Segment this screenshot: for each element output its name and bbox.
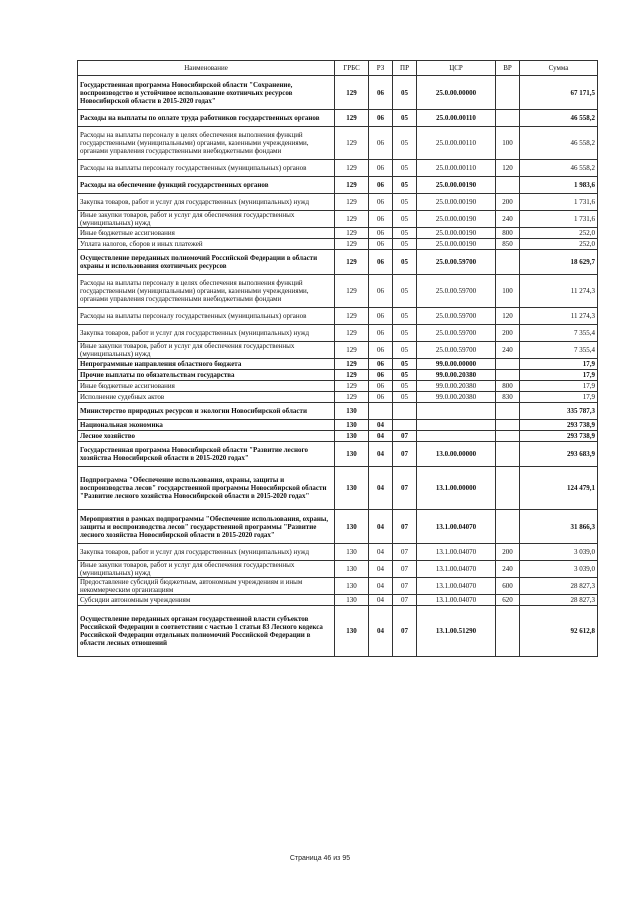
table-cell-pr: 05 — [393, 211, 417, 228]
table-cell-pr: 05 — [393, 359, 417, 370]
table-row — [78, 127, 598, 160]
table-cell-vr: 800 — [496, 381, 520, 392]
table-cell-pr: 07 — [393, 442, 417, 467]
table-cell-grbs: 130 — [335, 595, 369, 606]
table-cell-grbs: 130 — [335, 561, 369, 578]
header-csr: ЦСР — [417, 61, 496, 76]
table-cell-rz: 06 — [369, 275, 393, 308]
table-cell-sum: 7 355,4 — [520, 325, 598, 342]
table-cell-name: Закупка товаров, работ и услуг для государственных (муниципальных) нужд — [78, 544, 335, 561]
table-cell-name: Расходы на выплаты персоналу государственных (муниципальных) органов — [78, 308, 335, 325]
table-cell-pr: 07 — [393, 467, 417, 510]
table-cell-name: Прочие выплаты по обязательствам государства — [78, 370, 335, 381]
table-cell-name: Расходы на выплаты по оплате труда работников государственных органов — [78, 110, 335, 127]
table-header-row — [78, 61, 598, 76]
table-row — [78, 308, 598, 325]
table-cell-pr: 05 — [393, 177, 417, 194]
table-cell-csr: 25.0.00.00190 — [417, 228, 496, 239]
table-cell-grbs: 129 — [335, 342, 369, 359]
table-cell-grbs: 129 — [335, 308, 369, 325]
table-cell-pr — [393, 403, 417, 420]
table-cell-rz: 06 — [369, 370, 393, 381]
table-cell-name: Подпрограмма "Обеспечение использования, охраны, защиты и воспроизводства лесов" государственной программы Новосибирской области "Развитие лесного хозяйства Новосибирской области в 2015-2020 годах" — [78, 467, 335, 510]
table-cell-rz: 06 — [369, 239, 393, 250]
table-row — [78, 239, 598, 250]
table-cell-vr — [496, 420, 520, 431]
table-cell-pr: 05 — [393, 76, 417, 110]
header-pr: ПР — [393, 61, 417, 76]
header-grbs: ГРБС — [335, 61, 369, 76]
table-cell-csr: 13.0.00.00000 — [417, 442, 496, 467]
table-cell-rz: 04 — [369, 510, 393, 544]
table-cell-csr: 13.1.00.04070 — [417, 561, 496, 578]
table-cell-rz: 06 — [369, 110, 393, 127]
table-cell-rz: 06 — [369, 211, 393, 228]
table-cell-csr: 25.0.00.59700 — [417, 275, 496, 308]
table-cell-grbs: 129 — [335, 392, 369, 403]
table-cell-rz: 06 — [369, 228, 393, 239]
table-cell-name: Иные закупки товаров, работ и услуг для обеспечения государственных (муниципальных) нужд — [78, 211, 335, 228]
table-cell-rz: 06 — [369, 127, 393, 160]
table-cell-rz: 06 — [369, 342, 393, 359]
table-cell-grbs: 129 — [335, 177, 369, 194]
table-row — [78, 578, 598, 595]
table-cell-rz: 04 — [369, 544, 393, 561]
table-cell-rz: 04 — [369, 467, 393, 510]
table-cell-grbs: 129 — [335, 211, 369, 228]
table-cell-pr: 05 — [393, 325, 417, 342]
table-row — [78, 381, 598, 392]
table-cell-pr: 05 — [393, 275, 417, 308]
table-cell-pr: 05 — [393, 342, 417, 359]
table-cell-sum: 1 983,6 — [520, 177, 598, 194]
table-cell-name: Иные бюджетные ассигнования — [78, 381, 335, 392]
table-cell-name: Национальная экономика — [78, 420, 335, 431]
table-cell-sum: 46 558,2 — [520, 110, 598, 127]
table-cell-rz: 06 — [369, 177, 393, 194]
table-row — [78, 177, 598, 194]
table-cell-vr: 830 — [496, 392, 520, 403]
table-cell-sum: 28 827,3 — [520, 595, 598, 606]
table-cell-name: Исполнение судебных актов — [78, 392, 335, 403]
header-vr: ВР — [496, 61, 520, 76]
table-cell-name: Расходы на выплаты персоналу в целях обеспечения выполнения функций государственными (муниципальными) органами, казенными учреждениями, органами управления государственными внебюджетными фондами — [78, 275, 335, 308]
table-cell-pr: 07 — [393, 578, 417, 595]
table-row — [78, 359, 598, 370]
table-cell-pr — [393, 420, 417, 431]
table-cell-pr: 07 — [393, 510, 417, 544]
table-cell-sum: 7 355,4 — [520, 342, 598, 359]
table-cell-sum: 46 558,2 — [520, 160, 598, 177]
table-cell-pr: 07 — [393, 544, 417, 561]
table-cell-name: Закупка товаров, работ и услуг для государственных (муниципальных) нужд — [78, 194, 335, 211]
table-cell-csr: 13.1.00.00000 — [417, 467, 496, 510]
table-cell-vr: 240 — [496, 211, 520, 228]
table-row — [78, 76, 598, 110]
table-cell-csr — [417, 431, 496, 442]
table-row — [78, 325, 598, 342]
table-row — [78, 544, 598, 561]
table-cell-name: Государственная программа Новосибирской области "Развитие лесного хозяйства Новосибирской области в 2015-2020 годах" — [78, 442, 335, 467]
table-row — [78, 211, 598, 228]
table-cell-grbs: 130 — [335, 578, 369, 595]
table-cell-grbs: 129 — [335, 370, 369, 381]
table-cell-csr: 25.0.00.00110 — [417, 160, 496, 177]
table-cell-grbs: 129 — [335, 76, 369, 110]
header-name: Наименование — [78, 61, 335, 76]
table-cell-csr: 99.0.00.00000 — [417, 359, 496, 370]
table-cell-rz: 06 — [369, 194, 393, 211]
page-number: Страница 46 из 95 — [289, 855, 351, 862]
table-cell-grbs: 130 — [335, 544, 369, 561]
table-row — [78, 561, 598, 578]
table-cell-vr: 240 — [496, 561, 520, 578]
table-cell-pr: 07 — [393, 606, 417, 657]
table-cell-rz: 04 — [369, 595, 393, 606]
table-cell-sum: 1 731,6 — [520, 194, 598, 211]
table-cell-name: Иные закупки товаров, работ и услуг для обеспечения государственных (муниципальных) нужд — [78, 561, 335, 578]
table-cell-vr — [496, 606, 520, 657]
table-cell-vr — [496, 431, 520, 442]
table-cell-grbs: 130 — [335, 467, 369, 510]
table-cell-sum: 17,9 — [520, 370, 598, 381]
table-cell-sum: 46 558,2 — [520, 127, 598, 160]
table-cell-grbs: 130 — [335, 510, 369, 544]
table-cell-csr: 25.0.00.00000 — [417, 76, 496, 110]
table-cell-rz: 04 — [369, 606, 393, 657]
header-sum: Сумма — [520, 61, 598, 76]
table-cell-name: Иные бюджетные ассигнования — [78, 228, 335, 239]
table-row — [78, 160, 598, 177]
table-cell-vr: 800 — [496, 228, 520, 239]
table-cell-name: Уплата налогов, сборов и иных платежей — [78, 239, 335, 250]
table-cell-name: Государственная программа Новосибирской области "Сохранение, воспроизводство и устойчивое использование охотничьих ресурсов Новосибирской области в 2015-2020 годах" — [78, 76, 335, 110]
table-cell-vr — [496, 370, 520, 381]
table-cell-grbs: 129 — [335, 381, 369, 392]
table-cell-grbs: 130 — [335, 420, 369, 431]
table-cell-pr: 05 — [393, 228, 417, 239]
table-cell-grbs: 129 — [335, 275, 369, 308]
table-cell-name: Расходы на выплаты персоналу государственных (муниципальных) органов — [78, 160, 335, 177]
table-cell-rz: 06 — [369, 160, 393, 177]
table-cell-vr — [496, 110, 520, 127]
table-cell-grbs: 130 — [335, 606, 369, 657]
table-cell-sum: 17,9 — [520, 381, 598, 392]
table-cell-pr: 05 — [393, 110, 417, 127]
table-cell-grbs: 129 — [335, 359, 369, 370]
table-cell-name: Расходы на обеспечение функций государственных органов — [78, 177, 335, 194]
table-row — [78, 392, 598, 403]
table-cell-sum: 18 629,7 — [520, 250, 598, 275]
table-cell-vr — [496, 76, 520, 110]
table-cell-sum: 252,0 — [520, 239, 598, 250]
table-cell-name: Мероприятия в рамках подпрограммы "Обеспечение использования, охраны, защиты и воспроизводства лесов" государственной программы "Развитие лесного хозяйства Новосибирской области в 2015-2020 годах" — [78, 510, 335, 544]
table-cell-sum: 252,0 — [520, 228, 598, 239]
table-cell-vr: 120 — [496, 308, 520, 325]
table-cell-name: Осуществление переданных полномочий Российской Федерации в области охраны и использования охотничьих ресурсов — [78, 250, 335, 275]
table-row — [78, 370, 598, 381]
table-cell-sum: 31 866,3 — [520, 510, 598, 544]
table-cell-csr: 99.0.00.20380 — [417, 381, 496, 392]
table-cell-rz: 06 — [369, 392, 393, 403]
table-cell-vr: 200 — [496, 325, 520, 342]
table-cell-rz: 04 — [369, 420, 393, 431]
table-cell-name: Субсидии автономным учреждениям — [78, 595, 335, 606]
table-body — [78, 76, 598, 657]
table-cell-vr: 850 — [496, 239, 520, 250]
table-cell-vr — [496, 359, 520, 370]
table-cell-csr: 25.0.00.00190 — [417, 194, 496, 211]
table-cell-csr: 13.1.00.04070 — [417, 510, 496, 544]
table-cell-csr: 99.0.00.20380 — [417, 392, 496, 403]
table-cell-sum: 11 274,3 — [520, 308, 598, 325]
table-cell-grbs: 129 — [335, 127, 369, 160]
table-cell-rz: 04 — [369, 578, 393, 595]
table-cell-csr: 25.0.00.59700 — [417, 308, 496, 325]
table-row — [78, 442, 598, 467]
table-row — [78, 342, 598, 359]
table-cell-name: Закупка товаров, работ и услуг для государственных (муниципальных) нужд — [78, 325, 335, 342]
table-cell-csr — [417, 420, 496, 431]
table-cell-grbs: 129 — [335, 110, 369, 127]
table-cell-csr: 13.1.00.04070 — [417, 544, 496, 561]
table-cell-grbs: 130 — [335, 403, 369, 420]
table-row — [78, 595, 598, 606]
table-row — [78, 431, 598, 442]
table-cell-csr: 13.1.00.04070 — [417, 595, 496, 606]
table-cell-rz: 06 — [369, 76, 393, 110]
table-row — [78, 606, 598, 657]
table-cell-name: Иные закупки товаров, работ и услуг для обеспечения государственных (муниципальных) нужд — [78, 342, 335, 359]
table-row — [78, 467, 598, 510]
table-row — [78, 510, 598, 544]
table-row — [78, 194, 598, 211]
table-cell-pr: 07 — [393, 431, 417, 442]
table-row — [78, 420, 598, 431]
table-cell-grbs: 129 — [335, 239, 369, 250]
table-cell-vr — [496, 510, 520, 544]
table-row — [78, 110, 598, 127]
table-cell-vr: 620 — [496, 595, 520, 606]
table-cell-pr: 05 — [393, 239, 417, 250]
table-cell-vr — [496, 442, 520, 467]
table-row — [78, 403, 598, 420]
table-row — [78, 228, 598, 239]
table-cell-rz: 06 — [369, 250, 393, 275]
table-cell-sum: 335 787,3 — [520, 403, 598, 420]
table-cell-sum: 293 738,9 — [520, 431, 598, 442]
table-cell-sum: 124 479,1 — [520, 467, 598, 510]
table-cell-csr: 25.0.00.59700 — [417, 325, 496, 342]
table-cell-csr: 13.1.00.51290 — [417, 606, 496, 657]
table-cell-vr: 120 — [496, 160, 520, 177]
table-cell-vr: 200 — [496, 544, 520, 561]
table-cell-vr: 100 — [496, 275, 520, 308]
table-cell-csr: 25.0.00.00190 — [417, 239, 496, 250]
table-cell-pr: 05 — [393, 160, 417, 177]
table-cell-name: Министерство природных ресурсов и экологии Новосибирской области — [78, 403, 335, 420]
table-cell-vr — [496, 177, 520, 194]
table-cell-sum: 28 827,3 — [520, 578, 598, 595]
table-cell-csr: 25.0.00.00190 — [417, 177, 496, 194]
table-cell-pr: 05 — [393, 381, 417, 392]
table-cell-csr: 25.0.00.59700 — [417, 342, 496, 359]
table-cell-grbs: 129 — [335, 194, 369, 211]
table-cell-name: Осуществление переданных органам государственной власти субъектов Российской Федерации в соответствии с частью 1 статьи 83 Лесного кодекса Российской Федерации отдельных полномочий Российской Федерации в области лесных отношений — [78, 606, 335, 657]
table-cell-pr: 05 — [393, 370, 417, 381]
table-cell-csr: 25.0.00.00190 — [417, 211, 496, 228]
table-cell-name: Предоставление субсидий бюджетным, автономным учреждениям и иным некоммерческим организациям — [78, 578, 335, 595]
table-cell-pr: 05 — [393, 194, 417, 211]
table-cell-vr: 600 — [496, 578, 520, 595]
table-cell-pr: 07 — [393, 561, 417, 578]
table-cell-grbs: 129 — [335, 160, 369, 177]
table-cell-pr: 07 — [393, 595, 417, 606]
table-cell-pr: 05 — [393, 250, 417, 275]
header-rz: РЗ — [369, 61, 393, 76]
table-cell-grbs: 129 — [335, 250, 369, 275]
table-cell-sum: 11 274,3 — [520, 275, 598, 308]
table-cell-pr: 05 — [393, 392, 417, 403]
table-cell-sum: 3 039,0 — [520, 561, 598, 578]
table-cell-sum: 293 683,9 — [520, 442, 598, 467]
table-cell-name: Непрограммные направления областного бюджета — [78, 359, 335, 370]
table-cell-csr — [417, 403, 496, 420]
table-cell-csr: 13.1.00.04070 — [417, 578, 496, 595]
table-cell-grbs: 129 — [335, 325, 369, 342]
table-row — [78, 275, 598, 308]
table-cell-rz: 06 — [369, 308, 393, 325]
table-cell-vr: 200 — [496, 194, 520, 211]
table-cell-csr: 25.0.00.59700 — [417, 250, 496, 275]
table-cell-sum: 17,9 — [520, 359, 598, 370]
table-cell-rz — [369, 403, 393, 420]
table-cell-vr — [496, 403, 520, 420]
table-cell-rz: 04 — [369, 431, 393, 442]
table-cell-sum: 67 171,5 — [520, 76, 598, 110]
table-cell-pr: 05 — [393, 127, 417, 160]
table-cell-vr — [496, 467, 520, 510]
table-cell-grbs: 130 — [335, 442, 369, 467]
table-cell-sum: 92 612,8 — [520, 606, 598, 657]
table-cell-csr: 25.0.00.00110 — [417, 127, 496, 160]
table-row — [78, 250, 598, 275]
table-cell-vr: 100 — [496, 127, 520, 160]
table-cell-csr: 99.0.00.20380 — [417, 370, 496, 381]
table-cell-vr: 240 — [496, 342, 520, 359]
table-cell-name: Расходы на выплаты персоналу в целях обеспечения выполнения функций государственными (муниципальными) органами, казенными учреждениями, органами управления государственными внебюджетными фондами — [78, 127, 335, 160]
table-cell-sum: 17,9 — [520, 392, 598, 403]
table-cell-sum: 1 731,6 — [520, 211, 598, 228]
table-cell-rz: 06 — [369, 381, 393, 392]
table-cell-sum: 293 738,9 — [520, 420, 598, 431]
table-cell-vr — [496, 250, 520, 275]
table-cell-grbs: 130 — [335, 431, 369, 442]
table-cell-rz: 04 — [369, 442, 393, 467]
table-cell-rz: 04 — [369, 561, 393, 578]
table-cell-csr: 25.0.00.00110 — [417, 110, 496, 127]
budget-table — [77, 60, 598, 657]
table-cell-pr: 05 — [393, 308, 417, 325]
table-cell-rz: 06 — [369, 325, 393, 342]
table-cell-name: Лесное хозяйство — [78, 431, 335, 442]
table-cell-grbs: 129 — [335, 228, 369, 239]
table-cell-sum: 3 039,0 — [520, 544, 598, 561]
table-cell-rz: 06 — [369, 359, 393, 370]
